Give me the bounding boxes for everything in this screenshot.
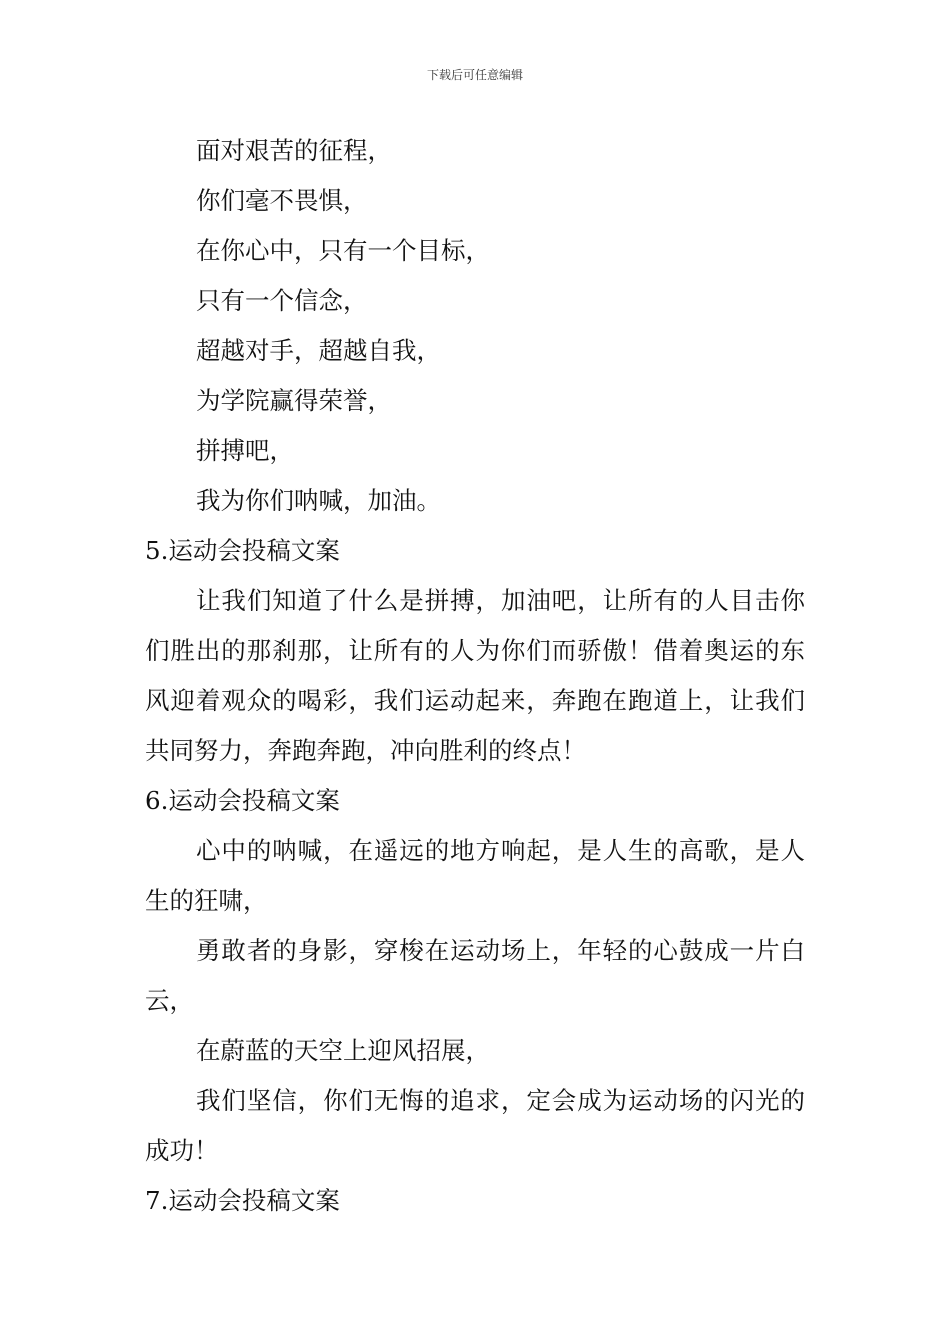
poem-line: 拼搏吧，: [196, 436, 294, 465]
document-content: [145, 126, 805, 1226]
poem-line: 你们毫不畏惧，: [196, 186, 368, 215]
section-heading-6: 6.运动会投稿文案: [145, 786, 340, 815]
section-heading-7: 7.运动会投稿文案: [145, 1186, 340, 1215]
section-heading-5: 5.运动会投稿文案: [145, 536, 340, 565]
section-6-paragraph: 在蔚蓝的天空上迎风招展，: [196, 1036, 490, 1065]
section-5-paragraph: 让我们知道了什么是拼搏，加油吧，让所有的人目击你们胜出的那刹那，让所有的人为你们而骄傲！借着奥运的东风迎着观众的喝彩，我们运动起来，奔跑在跑道上，让我们共同努力，奔跑奔跑，冲向胜利的终点！: [145, 586, 805, 765]
poem-line: 为学院赢得荣誉，: [196, 386, 392, 415]
header-note: 下载后可任意编辑: [426, 68, 523, 82]
poem-line: 超越对手，超越自我，: [196, 336, 441, 365]
poem-line: 我为你们呐喊，加油。: [196, 486, 441, 515]
section-6-paragraph: 勇敢者的身影，穿梭在运动场上，年轻的心鼓成一片白云，: [145, 936, 805, 1015]
poem-line: 只有一个信念，: [196, 286, 368, 315]
section-6-paragraph: 我们坚信，你们无悔的追求，定会成为运动场的闪光的成功！: [145, 1086, 805, 1165]
poem-line: 在你心中，只有一个目标，: [196, 236, 490, 265]
section-6-paragraph: 心中的呐喊，在遥远的地方响起，是人生的高歌，是人生的狂啸，: [145, 836, 805, 915]
poem-line: 面对艰苦的征程，: [196, 136, 392, 165]
